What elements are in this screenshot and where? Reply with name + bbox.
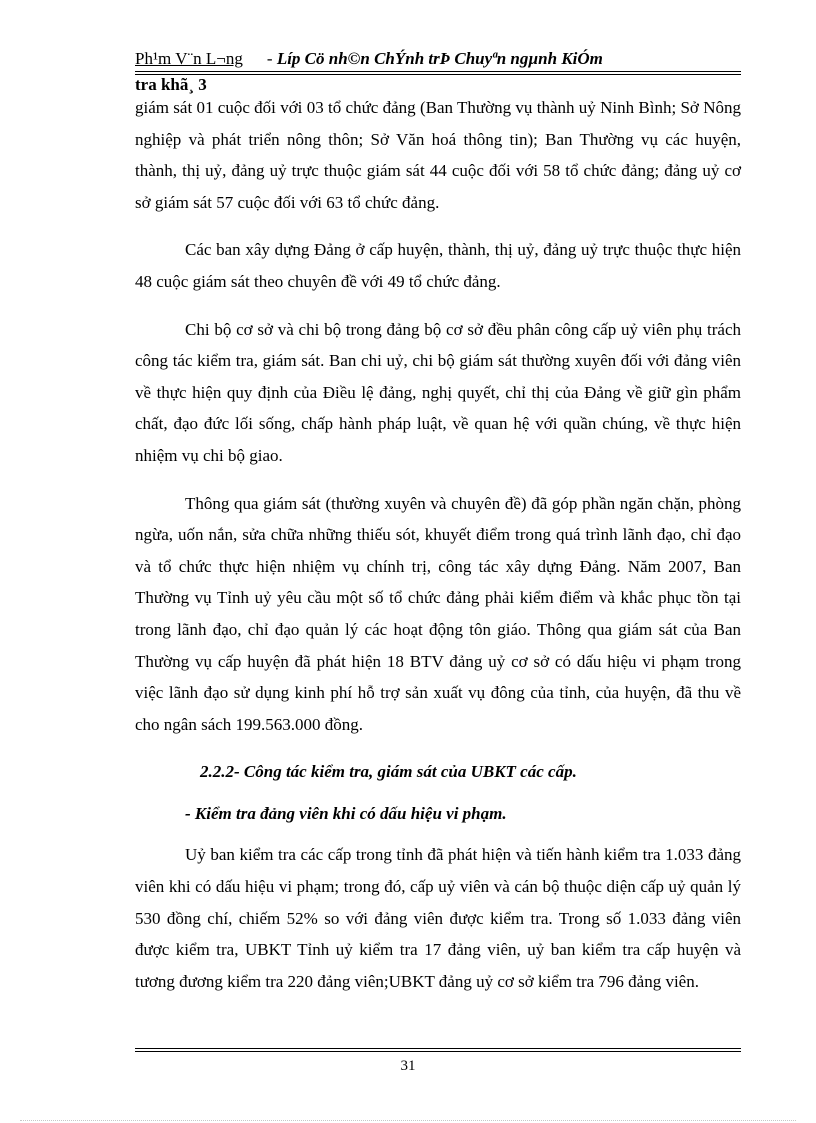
header-title: Líp Cö nh©n ChÝnh trÞ Chuyªn ngµnh KiÓm: [276, 49, 603, 68]
header-author: Ph¹m V¨n L¬ng: [135, 49, 243, 68]
page-header: [135, 48, 741, 94]
paragraph: Chi bộ cơ sở và chi bộ trong đảng bộ cơ sở đều phân công cấp uỷ viên phụ trách công tác kiểm tra, giám sát. Ban chi uỷ, chi bộ giám sát thường xuyên đối với đảng viên về thực hiện quy định của Điều lệ đảng, nghị quyết, chỉ thị của Đảng về giữ gìn phẩm chất, đạo đức lối sống, chấp hành pháp luật, về quan hệ với quần chúng, về thực hiện nhiệm vụ chi bộ giao.: [135, 319, 741, 465]
header-rule: [135, 71, 741, 75]
header-separator: -: [266, 49, 273, 68]
sub-heading: - Kiểm tra đảng viên khi có dấu hiệu vi phạm.: [185, 803, 507, 823]
footer-rule: [135, 1048, 741, 1052]
paragraph: Các ban xây dựng Đảng ở cấp huyện, thành, thị uỷ, đảng uỷ trực thuộc thực hiện 48 cuộc giám sát theo chuyên đề với 49 tổ chức đảng.: [135, 240, 741, 291]
page-number: 31: [400, 1058, 416, 1074]
document-body: [135, 92, 741, 1013]
paragraph-continued: giám sát 01 cuộc đối với 03 tổ chức đảng (Ban Thường vụ thành uỷ Ninh Bình; Sở Nông nghiệp và phát triển nông thôn; Sở Văn hoá thông tin); Ban Thường vụ các huyện, thành, thị uỷ, đảng uỷ trực thuộc giám sát 44 cuộc đối với 58 tổ chức đảng; đảng uỷ cơ sở giám sát 57 cuộc đối với 63 tổ chức đảng.: [135, 98, 741, 212]
paragraph: Uỷ ban kiểm tra các cấp trong tỉnh đã phát hiện và tiến hành kiểm tra 1.033 đảng viên khi có dấu hiệu vi phạm; trong đó, cấp uỷ viên và cán bộ thuộc diện cấp uỷ quản lý 530 đồng chí, chiếm 52% so với đảng viên được kiểm tra. Trong số 1.033 đảng viên được kiểm tra, UBKT Tỉnh uỷ kiểm tra 17 đảng viên, uỷ ban kiểm tra cấp huyện và tương đương kiểm tra 220 đảng viên;UBKT đảng uỷ cơ sở kiểm tra 796 đảng viên.: [135, 845, 741, 991]
paragraph: Thông qua giám sát (thường xuyên và chuyên đề) đã góp phần ngăn chặn, phòng ngừa, uốn nắn, sửa chữa những thiếu sót, khuyết điểm trong quá trình lãnh đạo, chỉ đạo và tổ chức thực hiện nhiệm vụ chính trị, công tác xây dựng Đảng. Năm 2007, Ban Thường vụ Tỉnh uỷ yêu cầu một số tổ chức đảng phải kiểm điểm và khắc phục tồn tại trong lãnh đạo, chỉ đạo quản lý các hoạt động tôn giáo. Thông qua giám sát của Ban Thường vụ cấp huyện đã phát hiện 18 BTV đảng uỷ cơ sở có dấu hiệu vi phạm trong việc lãnh đạo sử dụng kinh phí hỗ trợ sản xuất vụ đông của tỉnh, của huyện, đã thu về cho ngân sách 199.563.000 đồng.: [135, 493, 741, 734]
section-heading: 2.2.2- Công tác kiểm tra, giám sát của UBKT các cấp.: [200, 762, 577, 782]
page-bottom-guide: [20, 1120, 796, 1121]
header-title-continued: tra khã¸ 3: [135, 75, 207, 94]
